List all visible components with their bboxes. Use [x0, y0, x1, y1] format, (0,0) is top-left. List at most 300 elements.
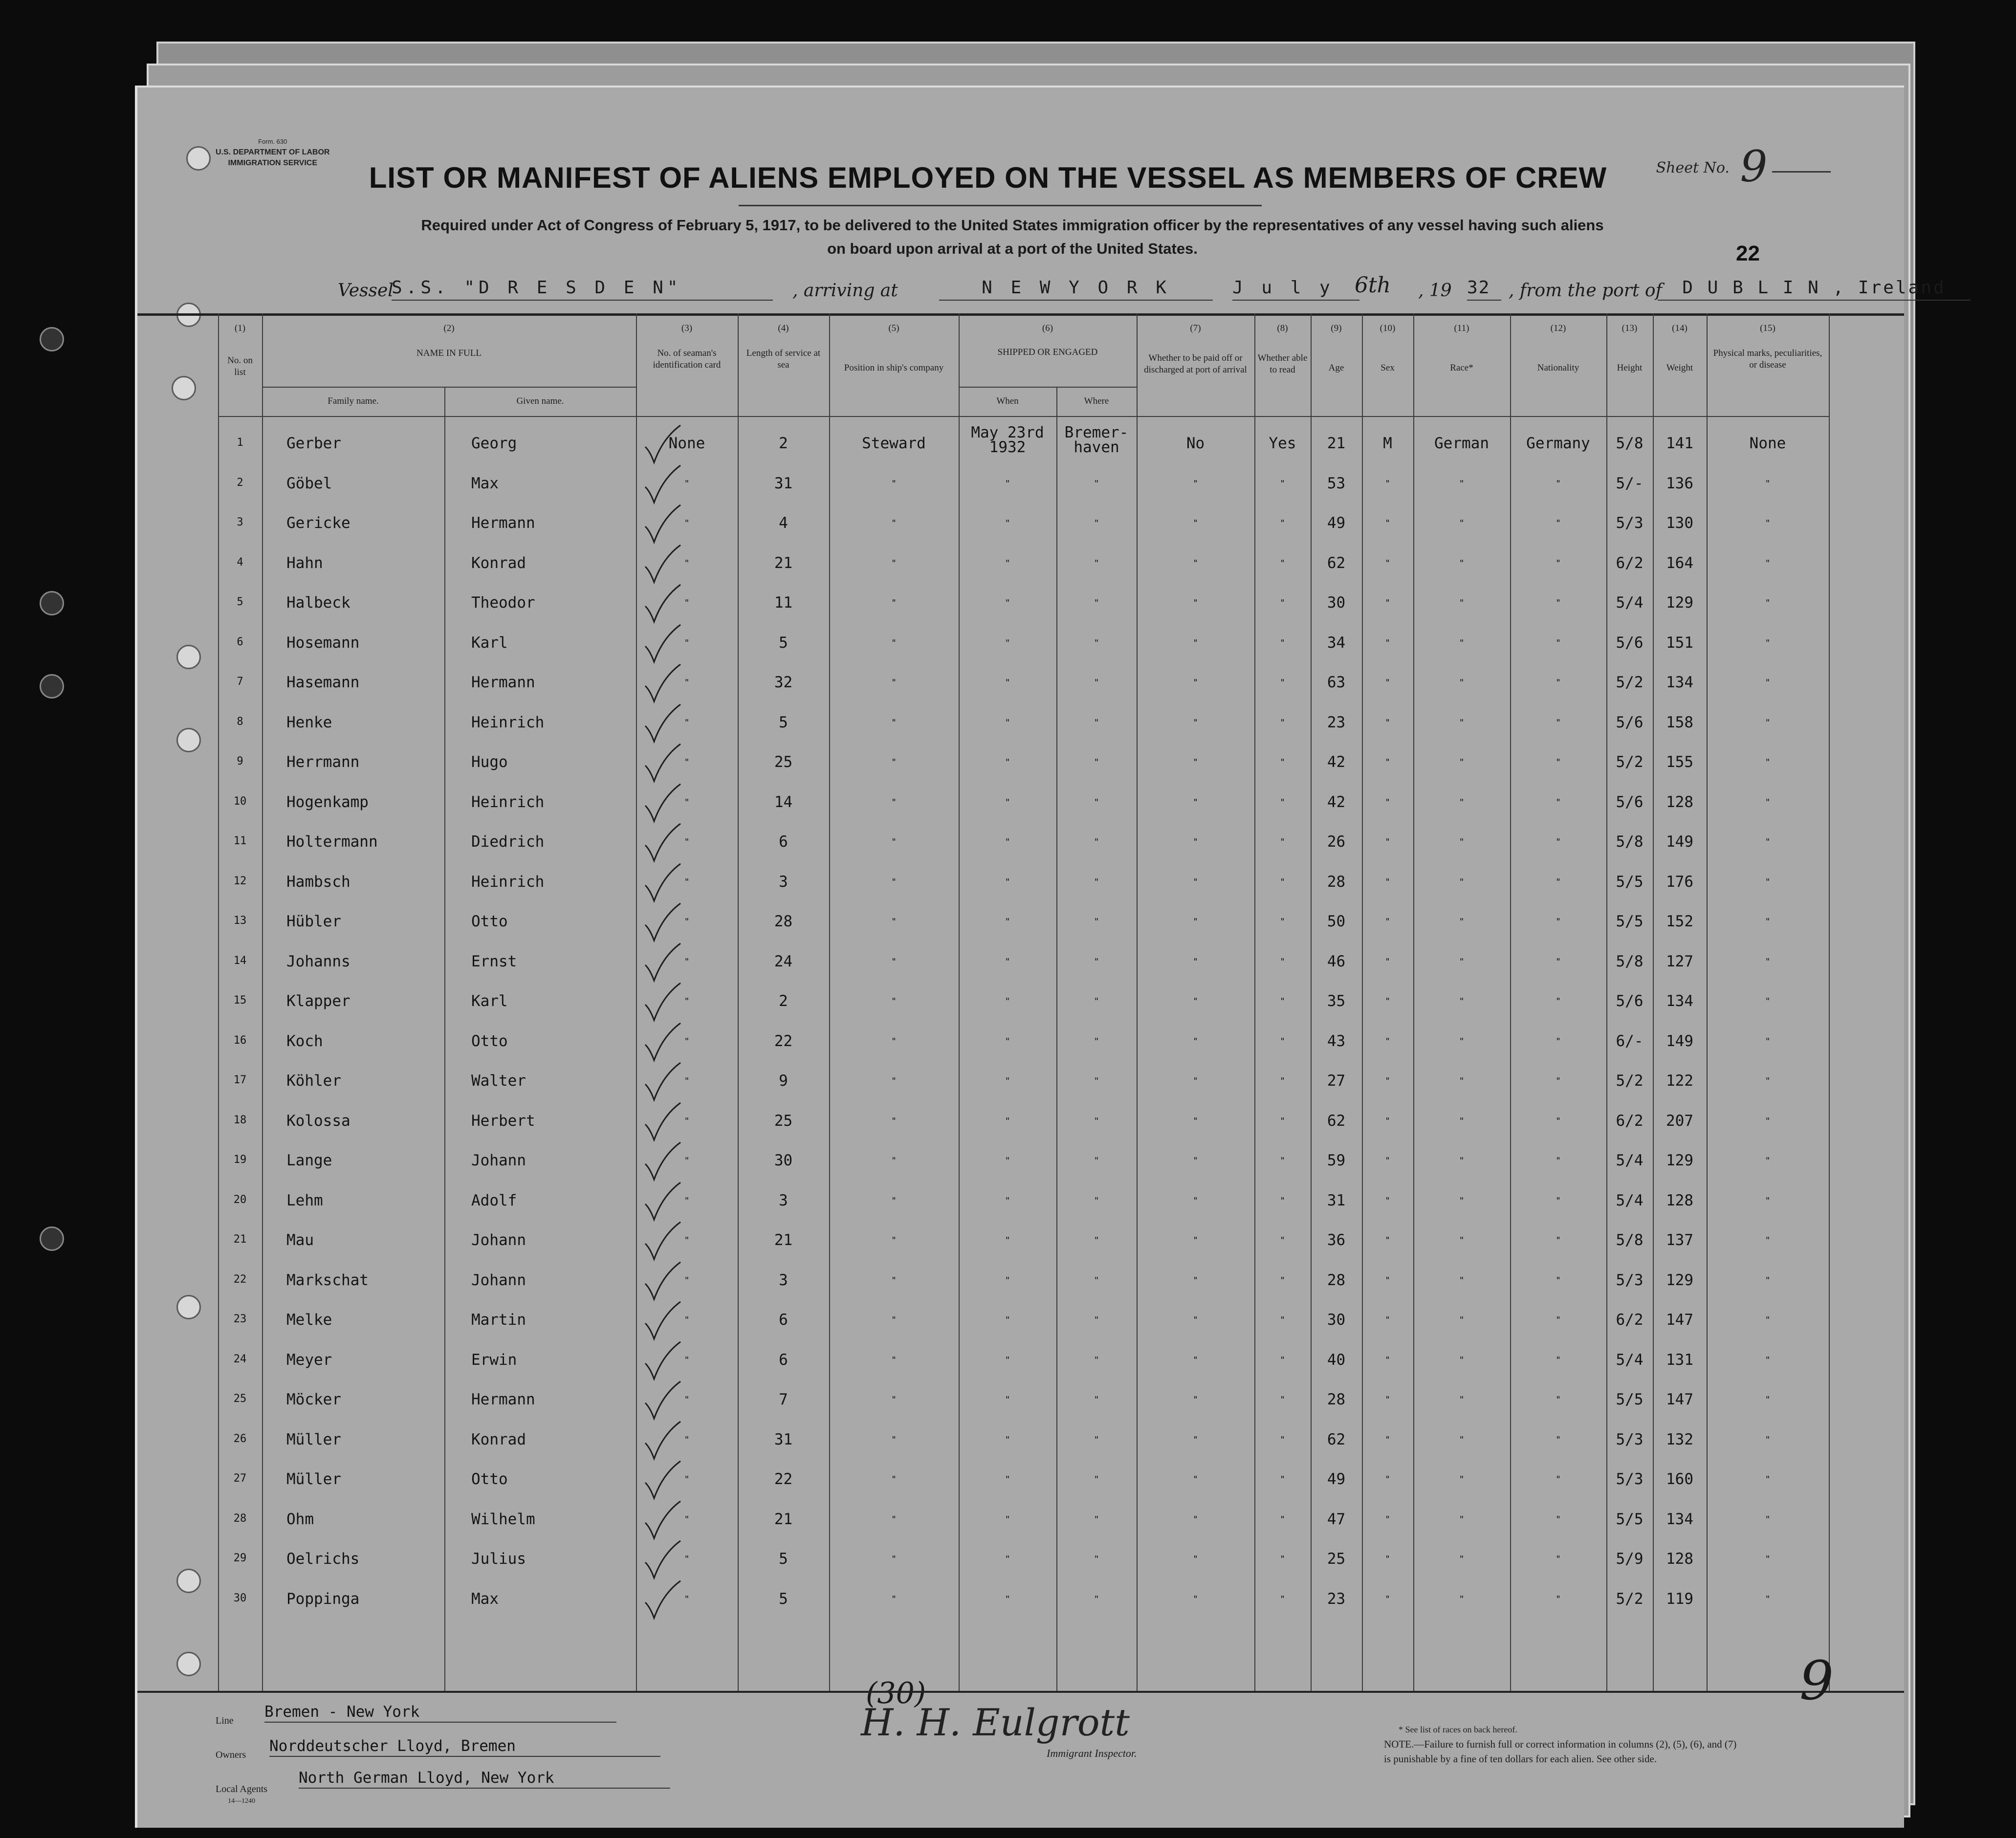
given-name: Martin [471, 1311, 526, 1329]
service-length: 14 [774, 793, 793, 811]
ditto-mark: " [891, 917, 897, 927]
from-port-label: , from the port of [1509, 281, 1662, 301]
given-name: Theodor [471, 594, 535, 612]
column-number: (4) [778, 323, 789, 333]
given-name: Otto [471, 1470, 508, 1488]
ditto-mark: " [891, 637, 897, 648]
ditto-mark: " [1280, 1076, 1285, 1086]
ditto-mark: " [1556, 996, 1561, 1007]
ditto-mark: " [1005, 1474, 1010, 1485]
column-number: (6) [1042, 323, 1053, 333]
ditto-mark: " [1280, 478, 1285, 489]
paid-off-value: No [1186, 435, 1205, 452]
ditto-mark: " [1459, 1195, 1465, 1206]
arrival-day: 6th [1355, 273, 1391, 298]
ditto-mark: " [1459, 558, 1465, 569]
ditto-mark: " [1765, 558, 1771, 569]
ditto-mark: " [891, 1235, 897, 1246]
family-name: Klapper [286, 992, 351, 1010]
ditto-mark: " [1556, 1116, 1561, 1126]
column-number: (1) [234, 323, 246, 333]
ditto-mark: " [1280, 956, 1285, 967]
ditto-mark: " [891, 1434, 897, 1445]
ditto-mark: " [891, 717, 897, 728]
ditto-mark: " [1193, 1355, 1198, 1365]
given-name: Hugo [471, 753, 508, 771]
id-card-value: None [668, 435, 705, 452]
ditto-mark: " [1765, 678, 1771, 688]
page-title: LIST OR MANIFEST OF ALIENS EMPLOYED ON THE VESSEL AS MEMBERS OF CREW [369, 161, 1607, 194]
ditto-mark: " [1094, 1554, 1099, 1564]
age: 59 [1327, 1152, 1346, 1169]
age: 27 [1327, 1072, 1346, 1090]
ditto-mark: " [1459, 637, 1465, 648]
ditto-mark: " [1005, 996, 1010, 1007]
ditto-mark: " [1005, 637, 1010, 648]
given-name: Max [471, 474, 499, 492]
weight: 128 [1666, 793, 1693, 811]
row-number: 29 [233, 1552, 247, 1564]
shipped-where: haven [1074, 438, 1119, 456]
age: 23 [1327, 1590, 1346, 1608]
ditto-mark: " [1385, 1195, 1390, 1206]
position-value: Steward [862, 435, 926, 452]
ditto-mark: " [684, 1514, 690, 1525]
service-length: 5 [779, 634, 788, 652]
ditto-mark: " [684, 1434, 690, 1445]
service-length: 28 [774, 913, 793, 930]
service-length: 21 [774, 1510, 793, 1528]
ditto-mark: " [1094, 478, 1099, 489]
able-to-read-value: Yes [1269, 435, 1296, 452]
ditto-mark: " [1385, 1315, 1390, 1325]
weight: 160 [1666, 1470, 1693, 1488]
ditto-mark: " [1005, 1514, 1010, 1525]
ditto-mark: " [684, 1355, 690, 1365]
ditto-mark: " [891, 558, 897, 569]
age: 30 [1327, 594, 1346, 612]
column-header: Whether to be paid off or discharged at port of arrival [1144, 353, 1247, 375]
ditto-mark: " [1094, 876, 1099, 887]
ditto-mark: " [1280, 917, 1285, 927]
given-name: Max [471, 1590, 499, 1608]
ditto-mark: " [1280, 1315, 1285, 1325]
nationality-value: Germany [1526, 435, 1590, 452]
ditto-mark: " [1193, 518, 1198, 528]
ditto-mark: " [1280, 1355, 1285, 1365]
race-value: German [1434, 435, 1489, 452]
row-number: 28 [233, 1512, 247, 1525]
ditto-mark: " [1280, 837, 1285, 847]
column-number: (14) [1672, 323, 1687, 333]
weight: 158 [1666, 713, 1693, 731]
ditto-mark: " [1005, 1395, 1010, 1405]
year-prefix: , 19 [1418, 281, 1452, 301]
ditto-mark: " [1005, 1036, 1010, 1047]
row-number: 11 [233, 835, 247, 847]
height: 5/6 [1616, 634, 1643, 652]
ditto-mark: " [1385, 558, 1390, 569]
ditto-mark: " [684, 518, 690, 528]
family-name: Hahn [286, 554, 323, 572]
vessel-name: S.S. "D R E S D E N" [392, 278, 773, 301]
ditto-mark: " [1094, 917, 1099, 927]
ditto-mark: " [1005, 917, 1010, 927]
row-number: 18 [233, 1114, 247, 1126]
family-name: Gericke [286, 514, 351, 532]
arrival-month: J u l y [1232, 278, 1359, 301]
crew-table [137, 313, 1904, 1775]
service-length: 31 [774, 1430, 793, 1448]
service-length: 9 [779, 1072, 788, 1090]
ditto-mark: " [1765, 996, 1771, 1007]
ditto-mark: " [1193, 1156, 1198, 1166]
ditto-mark: " [1005, 1116, 1010, 1126]
ditto-mark: " [891, 678, 897, 688]
given-name: Hermann [471, 674, 535, 691]
row-number: 10 [233, 795, 247, 808]
weight: 164 [1666, 554, 1693, 572]
height: 5/9 [1616, 1550, 1643, 1568]
family-name: Holtermann [286, 833, 378, 851]
given-name: Johann [471, 1152, 526, 1169]
ditto-mark: " [1765, 1514, 1771, 1525]
shipped-where: Bremer- [1064, 424, 1129, 441]
ditto-mark: " [1193, 956, 1198, 967]
age: 42 [1327, 753, 1346, 771]
weight: 132 [1666, 1430, 1693, 1448]
column-header: Whether able to read [1257, 353, 1308, 375]
column-header: Position in ship's company [844, 363, 944, 373]
ditto-mark: " [1005, 678, 1010, 688]
height: 5/6 [1616, 713, 1643, 731]
ditto-mark: " [1556, 1355, 1561, 1365]
ditto-mark: " [1385, 917, 1390, 927]
service-length: 3 [779, 873, 788, 891]
height: 5/8 [1616, 833, 1643, 851]
row-number: 2 [237, 476, 243, 489]
inspector-signature: H. H. Eulgrott [861, 1701, 1130, 1744]
ditto-mark: " [891, 478, 897, 489]
ditto-mark: " [1385, 518, 1390, 528]
row-number: 21 [233, 1233, 247, 1246]
row-number: 27 [233, 1472, 247, 1485]
family-name: Markschat [286, 1271, 369, 1289]
service-length: 22 [774, 1032, 793, 1050]
ditto-mark: " [1459, 518, 1465, 528]
ditto-mark: " [1556, 1474, 1561, 1485]
service-length: 5 [779, 1550, 788, 1568]
given-name: Ernst [471, 952, 517, 970]
ditto-mark: " [1193, 876, 1198, 887]
age: 36 [1327, 1231, 1346, 1249]
ditto-mark: " [684, 1275, 690, 1286]
family-name: Hambsch [286, 873, 351, 891]
ditto-mark: " [1193, 797, 1198, 808]
service-length: 11 [774, 594, 793, 612]
age: 46 [1327, 952, 1346, 970]
ditto-mark: " [684, 1474, 690, 1485]
ditto-mark: " [1193, 757, 1198, 767]
weight: 141 [1666, 435, 1693, 452]
column-number: (15) [1760, 323, 1775, 333]
weight: 119 [1666, 1590, 1693, 1608]
ditto-mark: " [1280, 1514, 1285, 1525]
ditto-mark: " [1094, 757, 1099, 767]
ditto-mark: " [891, 1315, 897, 1325]
ditto-mark: " [891, 1275, 897, 1286]
row-number: 8 [237, 715, 243, 728]
ditto-mark: " [684, 637, 690, 648]
column-header: Nationality [1537, 363, 1579, 373]
family-name: Hübler [286, 913, 341, 930]
ditto-mark: " [1556, 518, 1561, 528]
service-length: 30 [774, 1152, 793, 1169]
height: 5/5 [1616, 1391, 1643, 1408]
ditto-mark: " [1385, 678, 1390, 688]
ditto-mark: " [1459, 717, 1465, 728]
height: 5/3 [1616, 1470, 1643, 1488]
ditto-mark: " [684, 917, 690, 927]
service-length: 3 [779, 1191, 788, 1209]
height: 6/2 [1616, 554, 1643, 572]
ditto-mark: " [891, 837, 897, 847]
ditto-mark: " [1193, 1315, 1198, 1325]
height: 5/8 [1616, 435, 1643, 452]
ditto-mark: " [1765, 1554, 1771, 1564]
row-number: 16 [233, 1034, 247, 1047]
ditto-mark: " [1193, 1235, 1198, 1246]
subtitle-line: on board upon arrival at a port of the United States. [827, 240, 1198, 257]
column-header: SHIPPED OR ENGAGED [997, 347, 1098, 357]
row-number: 22 [233, 1273, 247, 1286]
ditto-mark: " [1385, 1594, 1390, 1604]
ditto-mark: " [1005, 837, 1010, 847]
weight: 137 [1666, 1231, 1693, 1249]
height: 5/2 [1616, 674, 1643, 691]
ditto-mark: " [1005, 1434, 1010, 1445]
ditto-mark: " [891, 1514, 897, 1525]
given-name: Georg [471, 435, 517, 452]
sub-column-header: Family name. [328, 396, 379, 406]
row-number: 23 [233, 1313, 247, 1325]
service-length: 22 [774, 1470, 793, 1488]
ditto-mark: " [1385, 956, 1390, 967]
ditto-mark: " [1556, 558, 1561, 569]
ditto-mark: " [1280, 1275, 1285, 1286]
weight: 147 [1666, 1311, 1693, 1329]
service-length: 25 [774, 1112, 793, 1130]
ditto-mark: " [1193, 1076, 1198, 1086]
column-header: Height [1617, 363, 1643, 373]
ditto-mark: " [1094, 1235, 1099, 1246]
header-bottom-rule [218, 416, 1829, 417]
ditto-mark: " [1280, 1156, 1285, 1166]
ditto-mark: " [1193, 1395, 1198, 1405]
given-name: Diedrich [471, 833, 545, 851]
ditto-mark: " [891, 797, 897, 808]
ditto-mark: " [1459, 478, 1465, 489]
ditto-mark: " [891, 1355, 897, 1365]
family-name: Gerber [286, 435, 341, 452]
sub-column-header: Given name. [516, 396, 564, 406]
ditto-mark: " [1193, 558, 1198, 569]
ditto-mark: " [1765, 1395, 1771, 1405]
vessel-line [338, 273, 1946, 305]
ditto-mark: " [684, 876, 690, 887]
ditto-mark: " [1280, 1474, 1285, 1485]
manifest-sheet [135, 86, 1946, 1828]
binder-hole [40, 674, 64, 699]
ditto-mark: " [1765, 1594, 1771, 1604]
ditto-mark: " [1556, 956, 1561, 967]
ditto-mark: " [1280, 637, 1285, 648]
column-header: Length of service at sea [746, 348, 821, 370]
shipped-when: 1932 [989, 438, 1026, 456]
ditto-mark: " [1094, 1036, 1099, 1047]
height: 5/5 [1616, 913, 1643, 930]
row-number: 6 [237, 635, 243, 648]
ditto-mark: " [1459, 757, 1465, 767]
given-name: Erwin [471, 1351, 517, 1369]
name-subheader-rule [262, 387, 636, 388]
ditto-mark: " [684, 757, 690, 767]
family-name: Köhler [286, 1072, 341, 1090]
family-name: Mau [286, 1231, 314, 1249]
family-name: Möcker [286, 1391, 341, 1408]
age: 25 [1327, 1550, 1346, 1568]
ditto-mark: " [1459, 1474, 1465, 1485]
ditto-mark: " [1094, 1156, 1099, 1166]
ditto-mark: " [1193, 1275, 1198, 1286]
ditto-mark: " [891, 1116, 897, 1126]
ditto-mark: " [891, 1554, 897, 1564]
ditto-mark: " [1385, 1036, 1390, 1047]
height: 5/5 [1616, 1510, 1643, 1528]
ditto-mark: " [1385, 996, 1390, 1007]
ditto-mark: " [1193, 1594, 1198, 1604]
family-name: Halbeck [286, 594, 351, 612]
ditto-mark: " [1005, 1554, 1010, 1564]
weight: 129 [1666, 1271, 1693, 1289]
title-underline [739, 205, 1262, 206]
given-name: Otto [471, 1032, 508, 1050]
page-subtitle [372, 214, 1653, 261]
family-name: Poppinga [286, 1590, 360, 1608]
ditto-mark: " [1280, 996, 1285, 1007]
family-name: Herrmann [286, 753, 360, 771]
ditto-mark: " [1280, 1594, 1285, 1604]
arrival-year: 32 [1467, 278, 1501, 301]
ditto-mark: " [684, 996, 690, 1007]
ditto-mark: " [1193, 598, 1198, 608]
column-number: (12) [1550, 323, 1566, 333]
row-number: 3 [237, 516, 243, 528]
ditto-mark: " [1005, 1195, 1010, 1206]
penalty-note: is punishable by a fine of ten dollars for each alien. See other side. [1384, 1753, 1657, 1765]
row-number: 15 [233, 994, 247, 1007]
ditto-mark: " [1280, 518, 1285, 528]
ditto-mark: " [1385, 757, 1390, 767]
ditto-mark: " [1005, 1076, 1010, 1086]
age: 28 [1327, 873, 1346, 891]
ditto-mark: " [1459, 1594, 1465, 1604]
given-name: Johann [471, 1271, 526, 1289]
ditto-mark: " [1556, 837, 1561, 847]
service-name: IMMIGRATION SERVICE [228, 159, 317, 167]
service-length: 25 [774, 753, 793, 771]
ditto-mark: " [1459, 1156, 1465, 1166]
weight: 128 [1666, 1550, 1693, 1568]
sex-value: M [1383, 435, 1392, 452]
height: 5/4 [1616, 1351, 1643, 1369]
ditto-mark: " [1765, 1235, 1771, 1246]
ditto-mark: " [1280, 1036, 1285, 1047]
ditto-mark: " [1385, 1395, 1390, 1405]
ditto-mark: " [1005, 1315, 1010, 1325]
ditto-mark: " [1765, 917, 1771, 927]
family-name: Hogenkamp [286, 793, 369, 811]
ditto-mark: " [1094, 1355, 1099, 1365]
service-length: 24 [774, 952, 793, 970]
ditto-mark: " [1556, 1514, 1561, 1525]
height: 5/- [1616, 474, 1643, 492]
service-length: 2 [779, 435, 788, 452]
ditto-mark: " [1765, 717, 1771, 728]
row-number: 20 [233, 1193, 247, 1206]
ditto-mark: " [1280, 797, 1285, 808]
service-length: 5 [779, 713, 788, 731]
ditto-mark: " [1556, 678, 1561, 688]
age: 53 [1327, 474, 1346, 492]
ditto-mark: " [1556, 1395, 1561, 1405]
ditto-mark: " [1385, 598, 1390, 608]
ditto-mark: " [1280, 1116, 1285, 1126]
ditto-mark: " [1005, 876, 1010, 887]
ditto-mark: " [1459, 1434, 1465, 1445]
column-number: (3) [681, 323, 693, 333]
height: 5/4 [1616, 1191, 1643, 1209]
weight: 155 [1666, 753, 1693, 771]
ditto-mark: " [1459, 1395, 1465, 1405]
row-number: 25 [233, 1393, 247, 1405]
ditto-mark: " [684, 678, 690, 688]
ditto-mark: " [1765, 1275, 1771, 1286]
service-length: 21 [774, 554, 793, 572]
column-header: No. of seaman's identification card [653, 348, 721, 370]
ditto-mark: " [1459, 678, 1465, 688]
ditto-mark: " [891, 757, 897, 767]
sub-column-header: When [996, 396, 1019, 406]
ditto-mark: " [1765, 1156, 1771, 1166]
ditto-mark: " [1005, 1156, 1010, 1166]
age: 26 [1327, 833, 1346, 851]
ditto-mark: " [1556, 598, 1561, 608]
ditto-mark: " [1193, 478, 1198, 489]
ditto-mark: " [1556, 1434, 1561, 1445]
column-header: Physical marks, peculiarities, or disease [1713, 348, 1822, 370]
ditto-mark: " [1094, 598, 1099, 608]
column-number: (13) [1622, 323, 1638, 333]
subtitle-line: Required under Act of Congress of February 5, 1917, to be delivered to the United States immigration officer by the representatives of any vessel having such aliens [421, 217, 1604, 234]
weight: 134 [1666, 1510, 1693, 1528]
ditto-mark: " [1280, 558, 1285, 569]
column-header: Weight [1666, 363, 1693, 373]
ditto-mark: " [1280, 1395, 1285, 1405]
given-name: Karl [471, 634, 508, 652]
ditto-mark: " [684, 1554, 690, 1564]
ditto-mark: " [1094, 1514, 1099, 1525]
